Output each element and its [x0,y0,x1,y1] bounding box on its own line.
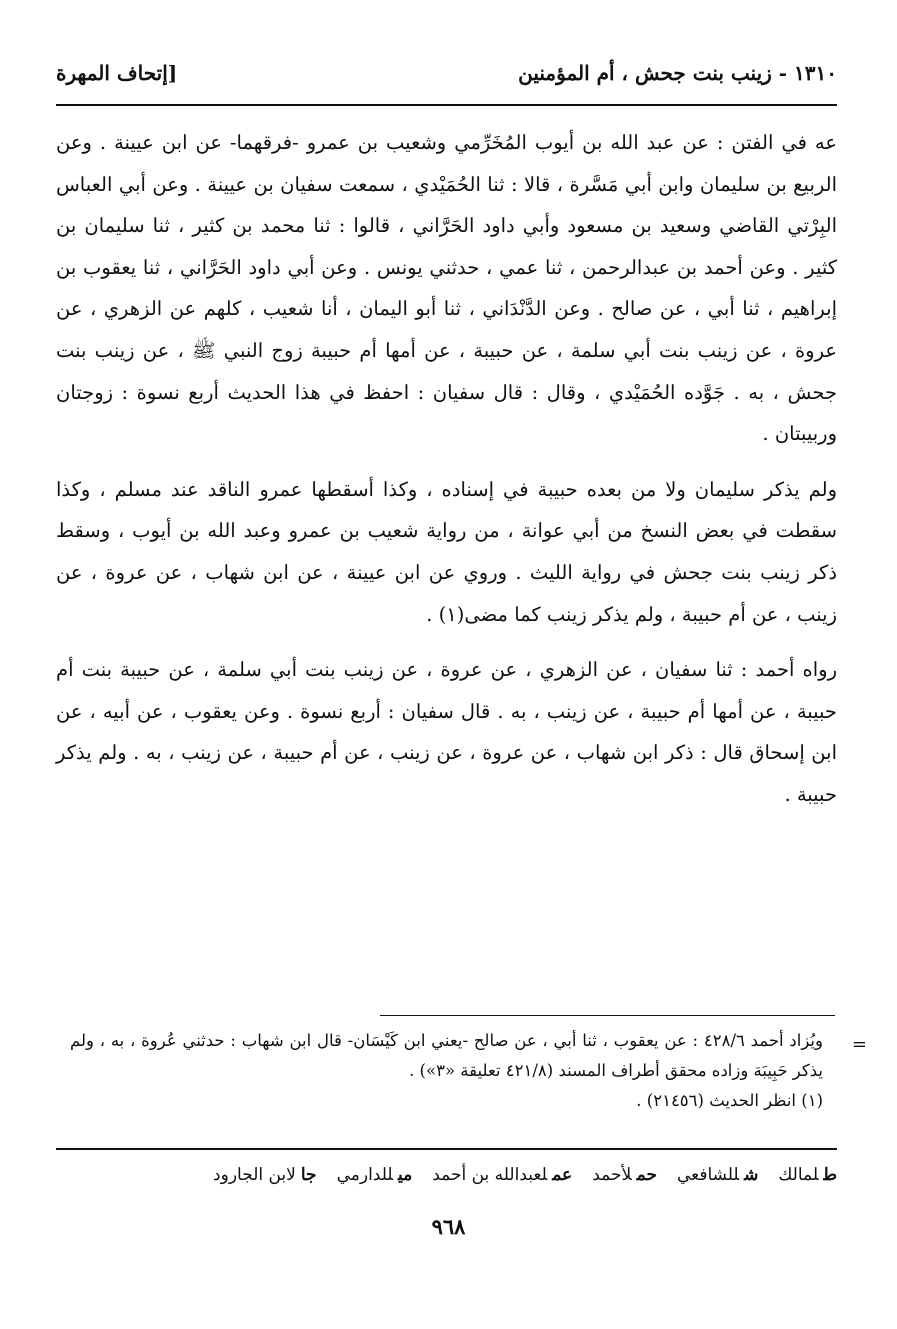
main-text [56,122,837,816]
chapter-title: ١٣١٠ - زينب بنت جحش ، أم المؤمنين [518,61,837,85]
paragraph: عه في الفتن : عن عبد الله بن أيوب المُخَرِّمي وشعيب بن عمرو -فرقهما- عن ابن عيينة . وعن الربيع بن سليمان وابن أبي مَسَّرة ، قالا : ثنا الحُمَيْدي ، سمعت سفيان بن عيينة . وعن أبي العباس البِرْتي القاضي وسعيد بن مسعود وأبي داود الحَرَّاني ، قالوا : ثنا محمد بن كثير ، ثنا سليمان بن كثير . وعن أحمد بن عبدالرحمن ، ثنا عمي ، حدثني يونس . وعن أبي داود الحَرَّاني ، ثنا يعقوب بن إبراهيم ، ثنا أبي ، عن صالح . وعن الدَّنْدَاني ، ثنا أبو اليمان ، أنا شعيب ، كلهم عن الزهري ، عن عروة ، عن زينب بنت أبي سلمة ، عن حبيبة ، عن أمها أم حبيبة زوج النبي ﷺ ، عن زينب بنت جحش ، به . جَوَّده الحُمَيْدي ، وقال : قال سفيان : احفظ في هذا الحديث أربع نسوة : زوجتان وربيبتان . [56,131,837,446]
abbreviation-rule [56,1148,837,1150]
abbreviation-item: شللشافعي [676,1165,759,1185]
abbreviation-item: حملأحمد [592,1165,657,1185]
abbreviation-key [56,1158,837,1192]
abbreviation-item: ميللدارمي [336,1165,413,1185]
paragraph: ولم يذكر سليمان ولا من بعده حبيبة في إسناده ، وكذا أسقطها عمرو الناقد عند مسلم ، وكذا سقطت في بعض النسخ من أبي عوانة ، من رواية شعيب بن عمرو وعبد الله بن أيوب ، وسقط ذكر زينب بنت جحش في رواية الليث . وروي عن ابن عيينة ، عن ابن شهاب ، عن عروة ، عن زينب ، عن أم حبيبة ، ولم يذكر زينب كما مضى(١) . [56,477,837,626]
header-rule [56,104,837,106]
book-title: [إتحاف المهرة [56,61,178,85]
running-head [56,56,837,90]
abbreviation-item: عملعبدالله بن أحمد [432,1165,573,1185]
abbreviation-item: جالابن الجارود [213,1165,317,1185]
footnote-1: (١) انظر الحديث (٢١٤٥٦) . [636,1091,823,1110]
paragraph: رواه أحمد : ثنا سفيان ، عن الزهري ، عن عروة ، عن زينب بنت أبي سلمة ، عن حبيبة بنت أم حبيبة ، عن أمها أم حبيبة ، عن زينب ، به . قال سفيان : أربع نسوة . وعن يعقوب ، عن أبيه ، عن ابن إسحاق قال : ذكر ابن شهاب ، عن عروة ، عن زينب ، عن أم حبيبة ، عن زينب ، به . ولم يذكر حبيبة . [56,658,837,806]
footnote-rule [380,1015,835,1016]
footnote-continued: ويُزاد أحمد ٤٢٨/٦ : عن يعقوب ، ثنا أبي ، عن صالح -يعني ابن كَيْسَان- قال ابن شهاب : حدثني عُروة ، به ، ولم يذكر حَبِيبَة وزاده محقق أطراف المسند (٤٢١/٨ تعليقة «٣») . [70,1031,823,1080]
continuation-mark: = [851,1034,867,1055]
abbreviation-item: طلمالك [778,1165,837,1185]
footnotes [70,1026,867,1116]
page-number: ٩٦٨ [431,1214,466,1239]
